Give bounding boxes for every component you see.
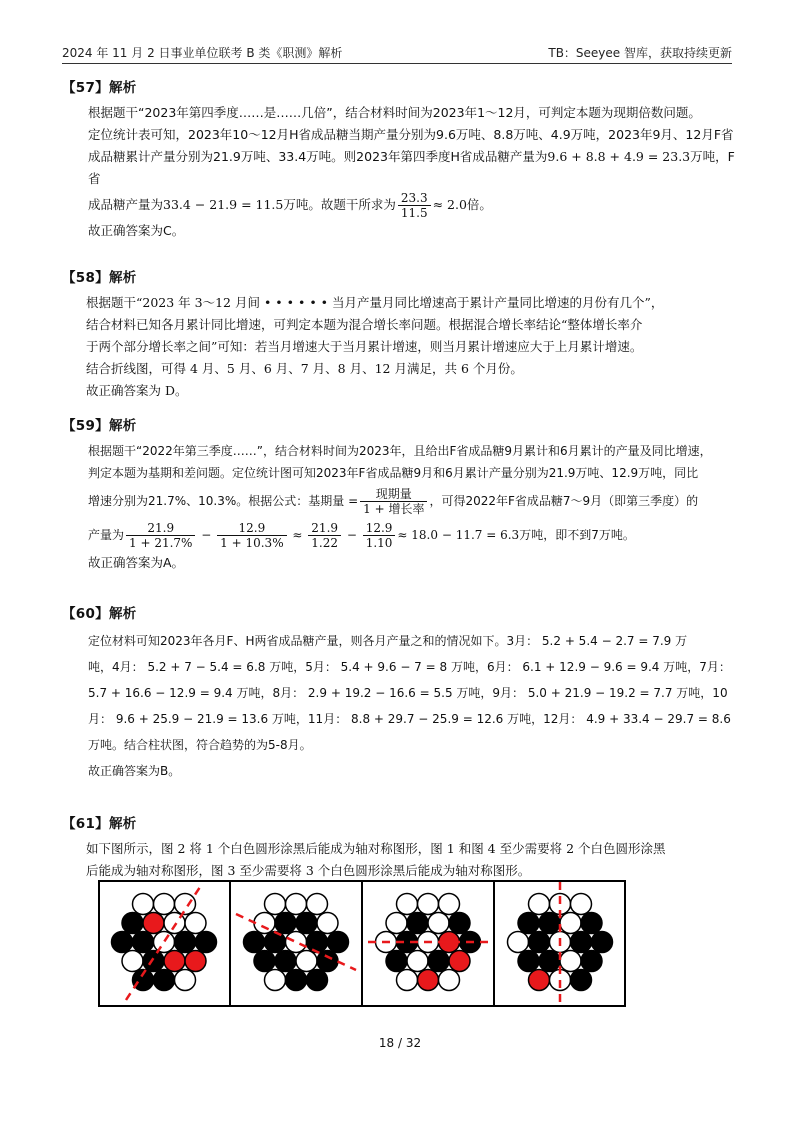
q59-p4: 产量为 $\frac{21.9}{1 + 21.7\%}$ − $\frac{12.9}{1 + 10.3\%}$ ≈ $\frac{21.9}{1.22}$ − $\frac{12.9}{1.10}$ ≈ 18.0 − 11.7 = 6.3万吨，即不到7万吨。	[88, 521, 635, 550]
circle-cell	[244, 932, 265, 953]
circle-cell	[428, 951, 449, 972]
figure-1	[112, 884, 217, 1000]
circle-cell	[122, 951, 143, 972]
q60-section	[62, 602, 742, 784]
circle-cell	[265, 894, 286, 915]
circle-cell	[386, 913, 407, 934]
circle-cell	[571, 894, 592, 915]
circle-cell	[185, 913, 206, 934]
circle-cell	[571, 932, 592, 953]
q59-p1: 根据题干“2022年第三季度……”，结合材料时间为2023年，且给出F省成品糖9月累计和6月累计的产量及同比增速，	[88, 444, 712, 458]
q60-line: 吨，4月： 5.2 + 7 − 5.4 = 6.8 万吨，5月： 5.4 + 9.6 − 7 = 8 万吨，6月： 6.1 + 12.9 − 9.6 = 9.4 万吨，7月：	[88, 660, 731, 674]
circle-cell	[154, 894, 175, 915]
circle-cell	[133, 932, 154, 953]
circle-cell	[592, 932, 613, 953]
circle-cell	[275, 951, 296, 972]
page-number: 18 / 32	[378, 1036, 422, 1050]
q60-answer: 故正确答案为B。	[88, 764, 181, 778]
circle-cell	[449, 913, 470, 934]
circle-cell	[196, 932, 217, 953]
circle-cell	[581, 913, 602, 934]
q61-p2: 后能成为轴对称图形，图 3 至少需要将 3 个白色圆形涂黑后能成为轴对称图形。	[86, 863, 531, 878]
circle-cell	[529, 932, 550, 953]
circle-cell	[317, 951, 338, 972]
header-source: TB：Seeyee 智库，获取持续更新	[548, 46, 732, 60]
circle-cell	[529, 894, 550, 915]
q58-title: 【58】解析	[62, 270, 137, 286]
circle-cell	[539, 913, 560, 934]
q58-p3: 于两个部分增长率之间”可知：若当月增速大于当月累计增速，则当月累计增速应大于上月累计增速。	[86, 339, 643, 354]
circle-cell	[154, 932, 175, 953]
circle-cell	[175, 970, 196, 991]
circle-cell	[286, 970, 307, 991]
circle-cell	[164, 951, 185, 972]
circle-cell	[428, 913, 449, 934]
circle-cell	[418, 970, 439, 991]
figure-4	[508, 882, 613, 1002]
circle-cell	[518, 913, 539, 934]
q61-figures	[98, 880, 626, 1007]
q59-p2: 判定本题为基期和差问题。定位统计图可知2023年F省成品糖9月和6月累计产量分别为21.9万吨、12.9万吨，同比	[88, 466, 699, 480]
circle-cell	[296, 951, 317, 972]
circle-cell	[328, 932, 349, 953]
q58-p4: 结合折线图，可得 4 月、5 月、6 月、7 月、8 月、12 月满足，共 6 个月份。	[86, 361, 523, 376]
circle-cell	[571, 970, 592, 991]
q61-section	[62, 812, 742, 882]
circle-cell	[560, 913, 581, 934]
circle-cell	[286, 894, 307, 915]
q60-line: 月： 9.6 + 25.9 − 21.9 = 13.6 万吨，11月： 8.8 + 29.7 − 25.9 = 12.6 万吨，12月： 4.9 + 33.4 − 29.7 = 8.6	[88, 712, 731, 726]
q59-p3: 增速分别为21.7%、10.3%。根据公式：基期量 = $\frac{\text{现期量}}{\text{1 + 增长率}}$ ，可得2022年F省成品糖7～9月（即第三季度）的	[88, 487, 699, 516]
circle-cell	[407, 951, 428, 972]
circle-cell	[449, 951, 470, 972]
circle-cell	[529, 970, 550, 991]
circle-cell	[418, 894, 439, 915]
q59-answer: 故正确答案为A。	[88, 555, 185, 570]
circle-cell	[518, 951, 539, 972]
circle-cell	[275, 913, 296, 934]
circle-cell	[317, 913, 338, 934]
q58-p1: 根据题干“2023 年 3～12 月间 • • • • • • 当月产量月同比增速高于累计产量同比增速的月份有几个”，	[86, 295, 664, 310]
circle-cell	[265, 970, 286, 991]
circle-cell	[539, 951, 560, 972]
circle-cell	[143, 913, 164, 934]
figure-2	[236, 894, 356, 991]
circle-cell	[508, 932, 529, 953]
circle-cell	[286, 932, 307, 953]
circle-cell	[397, 970, 418, 991]
header-title: 2024 年 11 月 2 日事业单位联考 B 类《职测》解析	[62, 46, 343, 60]
page-header	[62, 40, 732, 62]
q58-answer: 故正确答案为 D。	[86, 383, 188, 398]
q57-math-2: 33.4 − 21.9 = 11.5	[163, 197, 284, 212]
circle-cell	[265, 932, 286, 953]
circle-cell	[185, 951, 206, 972]
q57-p3: 成品糖产量为33.4 − 21.9 = 11.5万吨。故题干所求为 $\frac{23.3}{11.5}$ ≈ 2.0倍。	[88, 191, 492, 220]
q57-title: 【57】解析	[62, 80, 137, 96]
q60-title: 【60】解析	[62, 606, 137, 622]
circle-cell	[112, 932, 133, 953]
circle-cell	[560, 951, 581, 972]
circle-cell	[254, 913, 275, 934]
q60-line: 万吨。结合柱状图，符合趋势的为5-8月。	[88, 738, 312, 752]
circle-cell	[407, 913, 428, 934]
circle-cell	[307, 932, 328, 953]
q59-section	[62, 414, 742, 574]
circle-cell	[296, 913, 317, 934]
q59-title: 【59】解析	[62, 418, 137, 434]
q58-p2: 结合材料已知各月累计同比增速，可判定本题为混合增长率问题。根据混合增长率结论“整体增长率介	[86, 317, 643, 332]
circle-cell	[581, 951, 602, 972]
header-divider	[62, 63, 732, 64]
circle-cell	[133, 894, 154, 915]
circle-cell	[122, 913, 143, 934]
circle-cell	[143, 951, 164, 972]
q57-fraction: $\frac{23.3}{11.5}$	[398, 191, 431, 220]
q59-formula-fraction: $\frac{\text{现期量}}{\text{1 + 增长率}}$	[360, 487, 427, 516]
q60-line: 定位材料可知2023年各月F、H两省成品糖产量，则各月产量之和的情况如下。3月： 5.2 + 5.4 − 2.7 = 7.9 万	[88, 634, 688, 648]
circle-cell	[439, 894, 460, 915]
q61-title: 【61】解析	[62, 816, 137, 832]
circle-cell	[397, 894, 418, 915]
q57-section	[62, 76, 742, 242]
q61-p1: 如下图所示，图 2 将 1 个白色圆形涂黑后能成为轴对称图形，图 1 和图 4 至少需要将 2 个白色圆形涂黑	[86, 841, 666, 856]
q57-math-1: 9.6 + 8.8 + 4.9 = 23.3	[547, 149, 691, 164]
circle-cell	[439, 970, 460, 991]
q57-p1: 根据题干“2023年第四季度……是……几倍”，结合材料时间为2023年1～12月，可判定本题为现期倍数问题。	[88, 105, 701, 120]
q57-p2: 定位统计表可知，2023年10～12月H省成品糖当期产量分别为9.6万吨、8.8万吨、4.9万吨，2023年9月、12月F省成品糖累计产量分别为21.9万吨、33.4万吨。则2023年第四季度H省成品糖产量为9.6 + 8.8 + 4.9 = 23.3万吨，F省	[88, 127, 735, 186]
circle-cell	[254, 951, 275, 972]
circle-cell	[386, 951, 407, 972]
circle-cell	[307, 970, 328, 991]
q58-section	[62, 266, 742, 402]
circle-cell	[307, 894, 328, 915]
figure-3	[368, 894, 488, 991]
q57-answer: 故正确答案为C。	[88, 223, 185, 238]
circle-cell	[175, 932, 196, 953]
circle-cell	[154, 970, 175, 991]
circle-cell	[175, 894, 196, 915]
q60-line: 5.7 + 16.6 − 12.9 = 9.4 万吨，8月： 2.9 + 19.2 − 16.6 = 5.5 万吨，9月： 5.0 + 21.9 − 19.2 = 7.7 万吨，10	[88, 686, 728, 700]
